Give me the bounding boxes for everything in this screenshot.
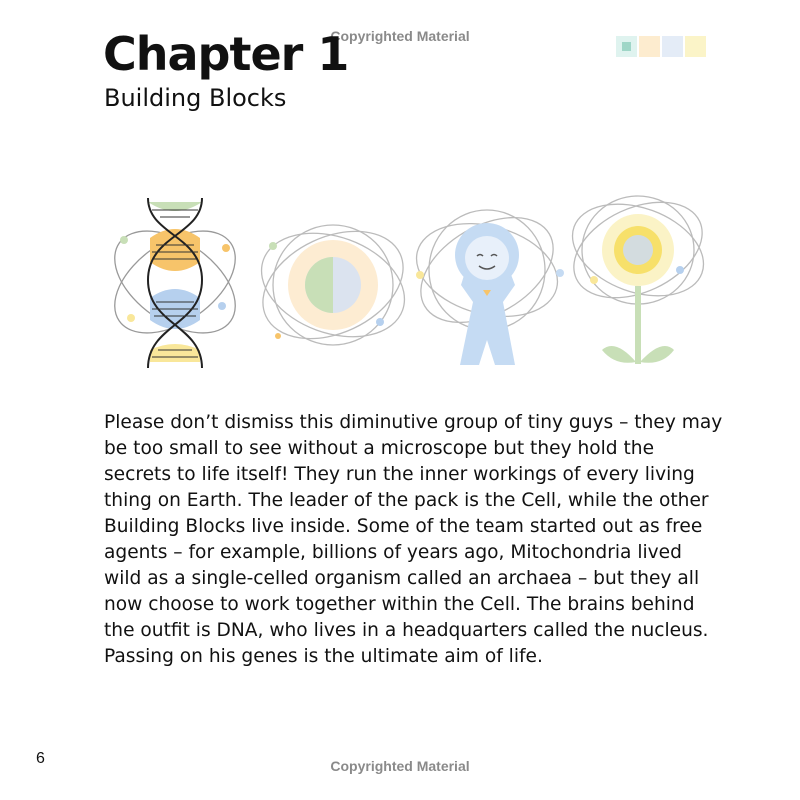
- chapter-title: Chapter 1: [103, 27, 349, 81]
- chapter-subtitle: Building Blocks: [104, 84, 287, 112]
- yellow-swatch: [685, 36, 706, 57]
- dna-icon: [100, 198, 254, 368]
- blue-swatch: [662, 36, 683, 57]
- color-swatches: [616, 36, 706, 57]
- flower-icon: [559, 190, 710, 364]
- watermark-top: Copyrighted Material: [330, 28, 470, 44]
- illustrations: [100, 190, 710, 375]
- cell-icon: [246, 210, 421, 360]
- orange-swatch: [639, 36, 660, 57]
- page-number: 6: [36, 750, 45, 767]
- person-character-icon: [403, 196, 572, 365]
- body-paragraph: Please don’t dismiss this diminutive group of tiny guys – they may be too small to see without a microscope but they hold the secrets to life itself! They run the inner workings of every living thing on Earth. The leader of the pack is the Cell, while the other Building Blocks live inside. Some of the team started out as free agents – for example, billions of years ago, Mitochondria lived wild as a single-celled organism called an archaea – but they all now choose to work together within the Cell. The brains behind the outfit is DNA, who lives in a headquarters called the nucleus. Passing on his genes is the ultimate aim of life.: [104, 412, 723, 667]
- watermark-bottom: Copyrighted Material: [330, 758, 470, 774]
- teal-swatch: [616, 36, 637, 57]
